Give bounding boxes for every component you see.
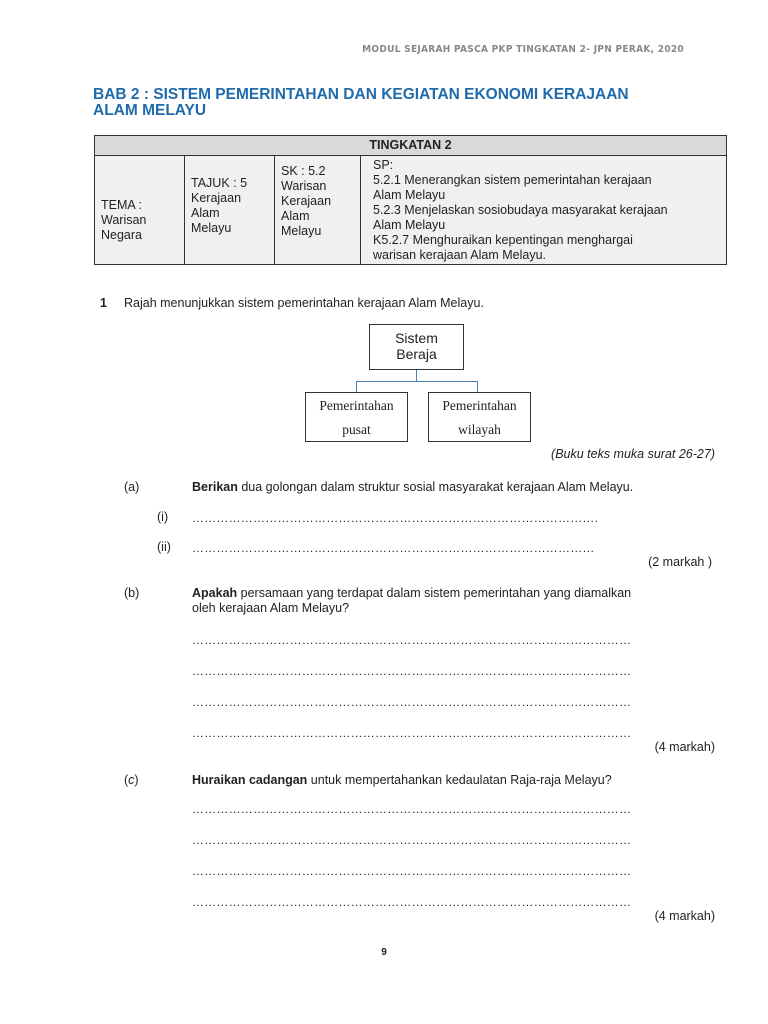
part-a-command-word: Berikan [192,480,238,494]
sp-line: Alam Melayu [373,187,446,202]
chapter-title-line2: ALAM MELAYU [93,102,207,119]
part-c-label [124,773,139,787]
tema-line: Negara [101,227,142,242]
answer-line-a-i[interactable]: ………………………………………………………………………………………. [192,511,599,525]
page-number: 9 [381,947,387,958]
part-b-label: (b) [124,586,140,600]
right-label-line1: Pemerintahan [442,398,517,413]
answer-line-c-4[interactable]: ……………………………………………………………………………………………… [192,895,632,909]
sp-line: K5.2.7 Menghuraikan kepentingan menghargai [373,232,633,247]
right-label-line2: wilayah [458,422,501,437]
tajuk-line: Melayu [191,221,232,235]
answer-line-b-1[interactable]: ……………………………………………………………………………………………… [192,633,632,647]
part-c-label-close: ) [134,773,139,787]
answer-line-a-ii[interactable]: ……………………………………………………………………………………… [192,541,595,555]
sp-line: 5.2.1 Menerangkan sistem pemerintahan kerajaan [373,172,652,187]
sk-line: Warisan [281,178,327,193]
question-number: 1 [100,296,107,310]
question-stem: Rajah menunjukkan sistem pemerintahan kerajaan Alam Melayu. [124,296,484,310]
part-c-label-letter: c [128,773,135,787]
sk-cell [275,156,361,265]
part-a-sub-i-label: (i) [157,510,169,524]
part-a-marks: (2 markah ) [648,555,712,569]
part-b-question [192,586,631,616]
root-label-line1: Sistem [395,330,438,346]
tajuk-cell [185,156,275,265]
sk-line: Melayu [281,223,322,238]
answer-line-c-2[interactable]: ……………………………………………………………………………………………… [192,833,632,847]
running-header: MODUL SEJARAH PASCA PKP TINGKATAN 2- JPN PERAK, 2020 [362,44,684,55]
part-b-command-word: Apakah [192,586,238,600]
syllabus-table [94,135,727,265]
part-a-label: (a) [124,480,140,494]
answer-line-b-3[interactable]: ……………………………………………………………………………………………… [192,695,632,709]
part-a-sub-ii-label: (ii) [157,540,171,554]
textbook-reference: (Buku teks muka surat 26-27) [551,447,715,461]
answer-line-c-3[interactable]: ……………………………………………………………………………………………… [192,864,632,878]
tema-line: Warisan [101,212,147,227]
left-label-line1: Pemerintahan [319,398,394,413]
sp-line: Alam Melayu [373,217,446,232]
part-b-line2: oleh kerajaan Alam Melayu? [192,601,350,615]
diagram-right-box [428,392,531,442]
diagram-left-box [305,392,408,442]
chapter-title [93,87,673,119]
connector-horizontal [356,381,478,382]
part-c-marks: (4 markah) [654,909,715,923]
connector-vertical-right [477,381,478,392]
part-b-line1 [192,586,631,601]
answer-line-b-4[interactable]: ……………………………………………………………………………………………… [192,726,632,740]
sp-line: SP: [373,157,394,172]
left-label-line2: pusat [342,422,371,437]
part-c-question [192,773,612,788]
part-c-label-open: ( [124,773,129,787]
sk-line: Kerajaan [281,193,332,208]
tajuk-line: Kerajaan [191,191,242,205]
sk-line: SK : 5.2 [281,163,326,178]
chapter-title-line1: BAB 2 : SISTEM PEMERINTAHAN DAN KEGIATAN EKONOMI KERAJAAN [93,86,629,103]
part-b-marks: (4 markah) [654,740,715,754]
tema-line: TEMA : [101,197,142,212]
sk-line: Alam [281,208,310,223]
answer-line-b-2[interactable]: ……………………………………………………………………………………………… [192,664,632,678]
part-a-text: dua golongan dalam struktur sosial masyarakat kerajaan Alam Melayu. [237,480,634,494]
table-heading: TINGKATAN 2 [95,136,727,156]
part-c-command-word: Huraikan cadangan [192,773,308,787]
part-b-text: persamaan yang terdapat dalam sistem pemerintahan yang diamalkan [237,586,632,600]
root-label-line2: Beraja [396,346,437,362]
part-c-text: untuk mempertahankan kedaulatan Raja-raja Melayu? [307,773,612,787]
part-a-question [192,480,633,495]
sp-line: 5.2.3 Menjelaskan sosiobudaya masyarakat kerajaan [373,202,668,217]
tajuk-line: TAJUK : 5 [191,176,248,190]
tajuk-line: Alam [191,206,220,220]
diagram-root-box [369,324,464,370]
sp-cell [361,156,727,265]
tema-cell [95,156,185,265]
answer-line-c-1[interactable]: ……………………………………………………………………………………………… [192,802,632,816]
connector-vertical-left [356,381,357,392]
sp-line: warisan kerajaan Alam Melayu. [373,247,546,262]
